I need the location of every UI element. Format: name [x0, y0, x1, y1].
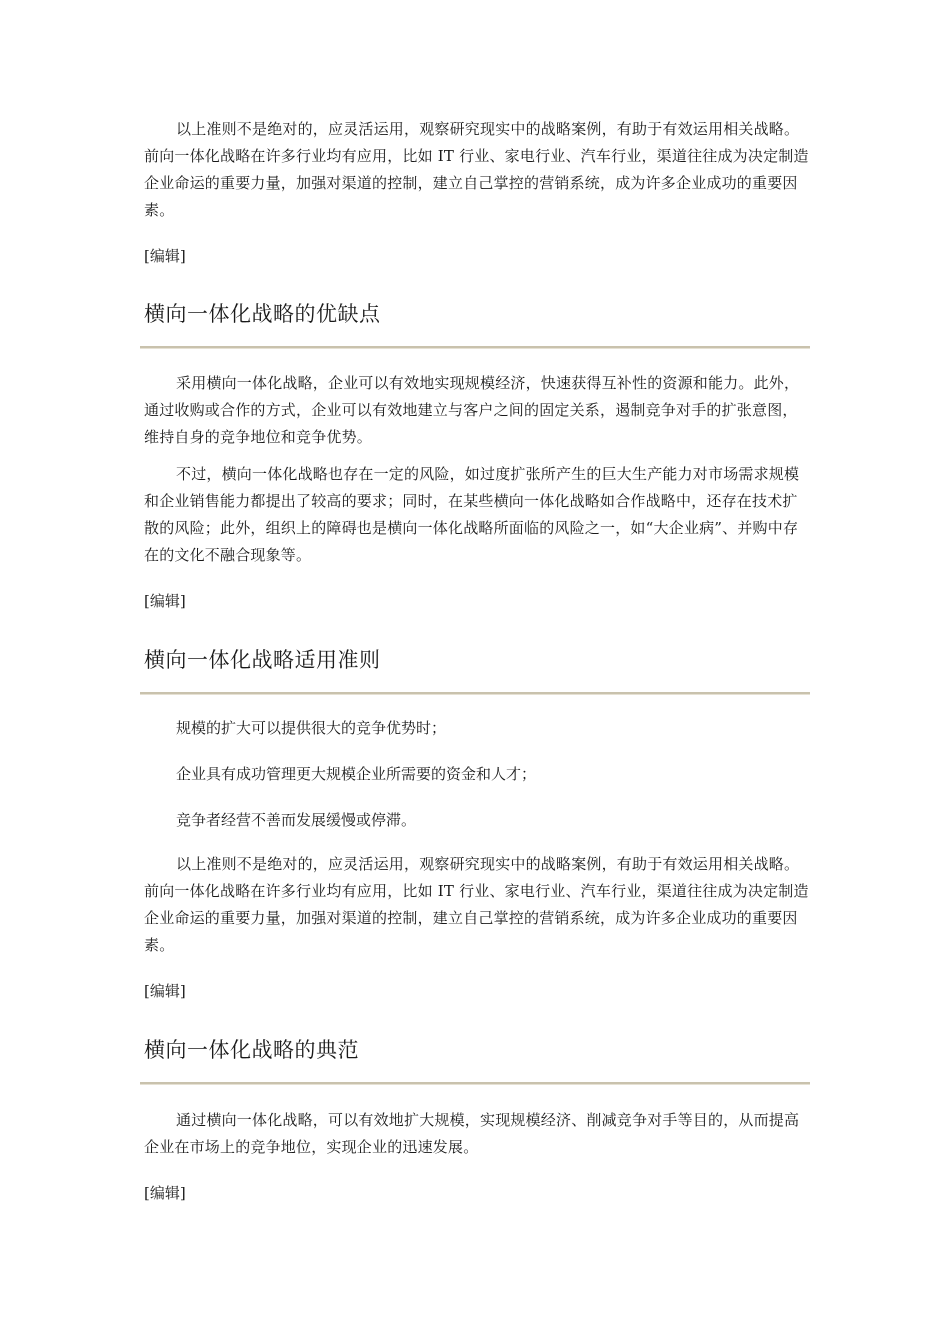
- section-divider: [140, 692, 810, 695]
- criteria-item: 规模的扩大可以提供很大的竞争优势时；: [176, 719, 447, 737]
- criteria-item: 竞争者经营不善而发展缓慢或停滞。: [176, 811, 417, 829]
- document-body: [144, 116, 810, 1203]
- edit-link[interactable]: [编辑]: [144, 1184, 186, 1202]
- criteria-item: 企业具有成功管理更大规模企业所需要的资金和人才；: [176, 765, 537, 783]
- section-divider: [140, 1082, 810, 1085]
- cons-paragraph: 不过，横向一体化战略也存在一定的风险，如过度扩张所产生的巨大生产能力对市场需求规模和企业销售能力都提出了较高的要求；同时，在某些横向一体化战略如合作战略中，还存在技术扩散的风险；此外，组织上的障碍也是横向一体化战略所面临的风险之一，如“大企业病”、并购中存在的文化不融合现象等。: [144, 465, 800, 564]
- model-paragraph: 通过横向一体化战略，可以有效地扩大规模，实现规模经济、削减竞争对手等目的，从而提高企业在市场上的竞争地位，实现企业的迅速发展。: [144, 1111, 800, 1156]
- intro-paragraph: 以上准则不是绝对的，应灵活运用，观察研究现实中的战略案例，有助于有效运用相关战略。前向一体化战略在许多行业均有应用，比如 IT 行业、家电行业、汽车行业，渠道往往成为决定制造企业命运的重要力量，加强对渠道的控制，建立自己掌控的营销系统，成为许多企业成功的重要因素。: [144, 120, 809, 219]
- edit-link[interactable]: [编辑]: [144, 247, 186, 265]
- pros-paragraph: 采用横向一体化战略，企业可以有效地实现规模经济，快速获得互补性的资源和能力。此外，通过收购或合作的方式，企业可以有效地建立与客户之间的固定关系，遏制竞争对手的扩张意图，维持自身的竞争地位和竞争优势。: [144, 374, 800, 446]
- section-divider: [140, 346, 810, 349]
- section-heading-criteria: 横向一体化战略适用准则: [144, 648, 381, 672]
- edit-link[interactable]: [编辑]: [144, 982, 186, 1000]
- section-heading-model: 横向一体化战略的典范: [144, 1038, 359, 1062]
- criteria-paragraph: 以上准则不是绝对的，应灵活运用，观察研究现实中的战略案例，有助于有效运用相关战略。前向一体化战略在许多行业均有应用，比如 IT 行业、家电行业、汽车行业，渠道往往成为决定制造企业命运的重要力量，加强对渠道的控制，建立自己掌控的营销系统，成为许多企业成功的重要因素。: [144, 855, 809, 954]
- edit-link[interactable]: [编辑]: [144, 592, 186, 610]
- section-heading-pros-cons: 横向一体化战略的优缺点: [144, 302, 381, 326]
